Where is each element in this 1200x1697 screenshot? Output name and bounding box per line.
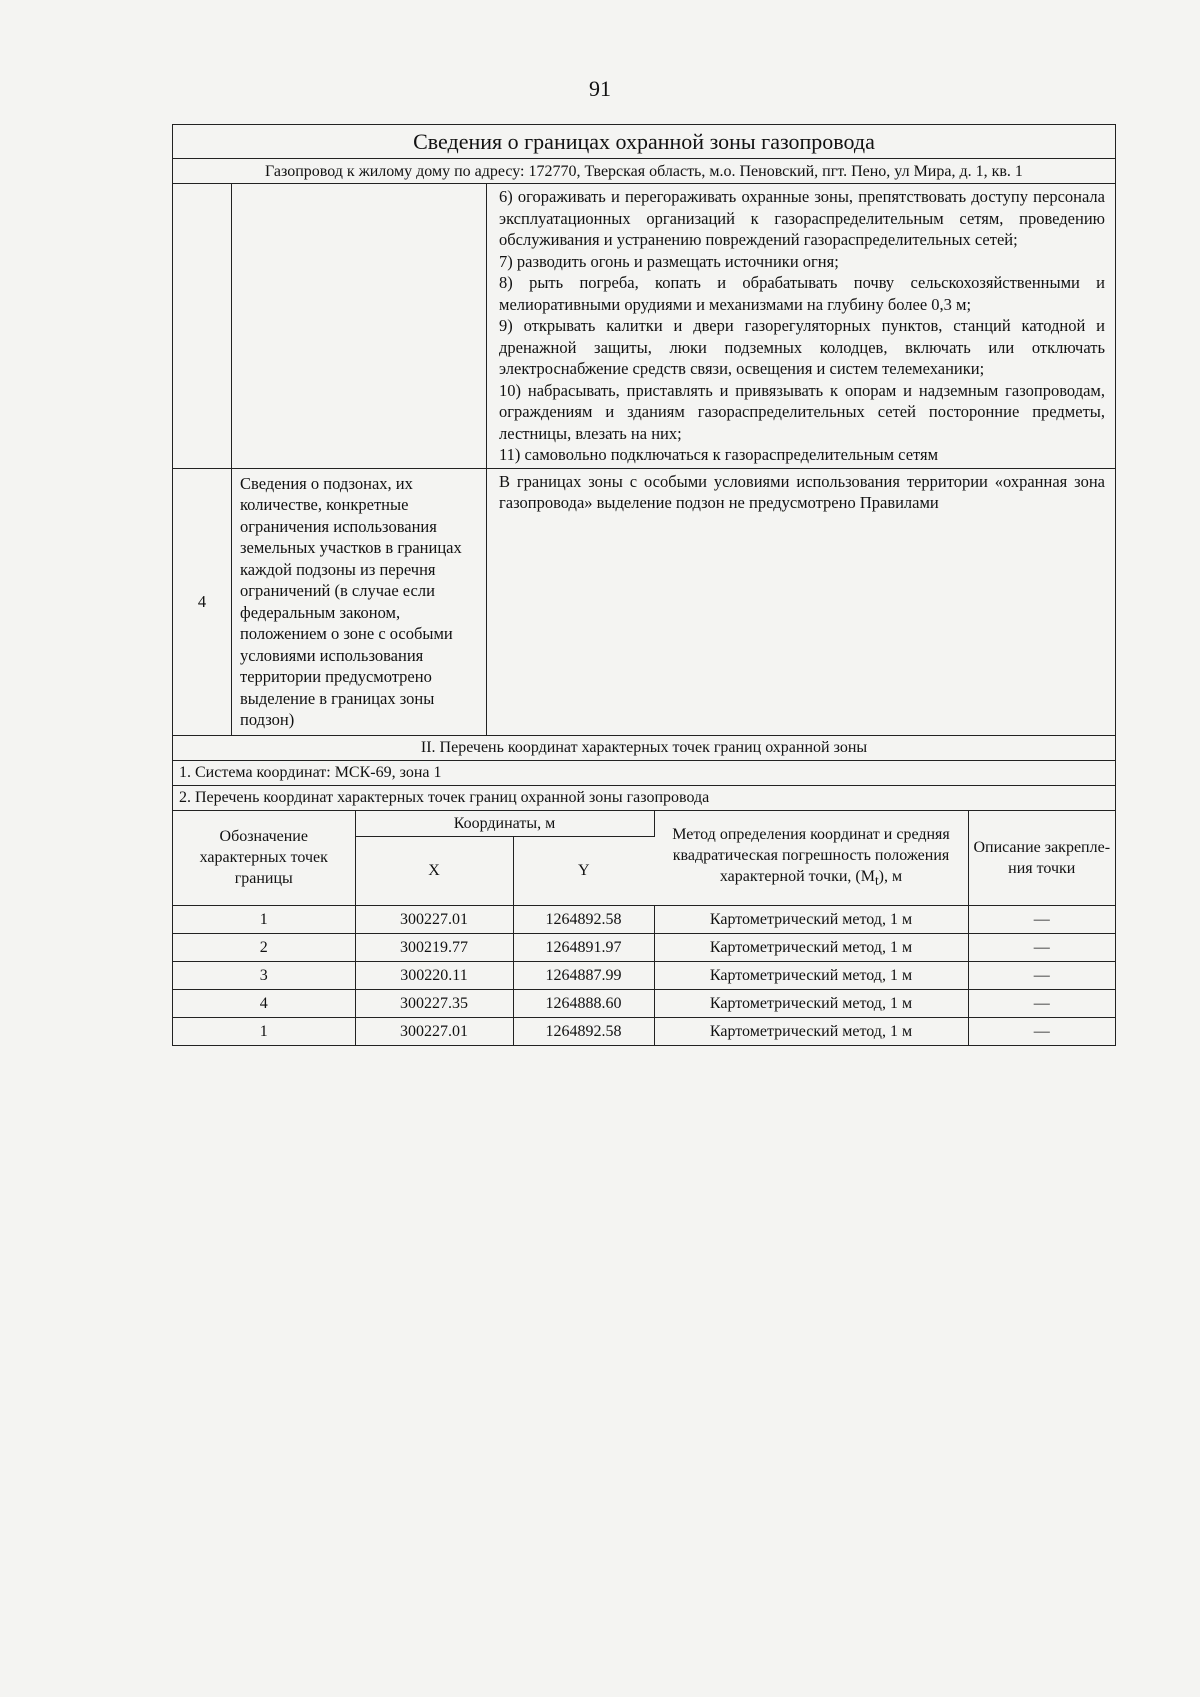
- point-cell: 3: [173, 961, 355, 989]
- description-cell: [968, 905, 1115, 933]
- point-cell: 1: [173, 1017, 355, 1045]
- dash-value: —: [1033, 1022, 1050, 1040]
- y-cell: 1264892.58: [513, 1017, 654, 1045]
- header-coordinates: Координаты, м: [355, 811, 654, 837]
- x-cell: 300220.11: [355, 961, 513, 989]
- coordinate-system: 1. Система координат: МСК-69, зона 1: [173, 761, 1115, 786]
- x-cell: 300227.01: [355, 1017, 513, 1045]
- dash-value: —: [1033, 966, 1050, 984]
- point-cell: 1: [173, 905, 355, 933]
- row-value: В границах зоны с особыми условиями использования территории «охранная зона газопровода» выделение подзон не предусмотрено Правилами: [487, 468, 1116, 735]
- list-item: 10) набрасывать, приставлять и привязывать к опорам и надземным газопроводам, ограждениям и зданиям газораспределительных сетей посторонние предметы, лестницы, влезать на них;: [499, 380, 1105, 443]
- description-cell: [968, 989, 1115, 1017]
- dash-value: —: [1033, 994, 1050, 1012]
- coordinates-table: [173, 811, 1115, 1045]
- y-cell: 1264887.99: [513, 961, 654, 989]
- y-cell: 1264892.58: [513, 905, 654, 933]
- section-title: II. Перечень координат характерных точек границ охранной зоны: [173, 736, 1115, 761]
- header-method-text: Метод определения координат и средняя квадратическая погрешность положения характерной точки, (M: [672, 825, 950, 885]
- list-item: 8) рыть погреба, копать и обрабатывать почву сельскохозяйственными и мелиоративными орудиями и механизмами на глубину более 0,3 м;: [499, 273, 1105, 314]
- x-cell: 300227.35: [355, 989, 513, 1017]
- description-cell: [968, 961, 1115, 989]
- table-row: [173, 989, 1115, 1017]
- row-name: Сведения о подзонах, их количестве, конкретные ограничения использования земельных участков в границах каждой подзоны из перечня ограничений (в случае если федеральным законом, положением о зоне с особыми условиями использования территории предусмотрено выделение в границах зоны подзон): [232, 468, 487, 735]
- method-cell: Картометрический метод, 1 м: [654, 961, 968, 989]
- description-cell: [968, 1017, 1115, 1045]
- row-name-empty: [232, 184, 487, 468]
- method-cell: Картометрический метод, 1 м: [654, 1017, 968, 1045]
- header-y: Y: [513, 836, 654, 905]
- restrictions-table: [173, 184, 1115, 736]
- header-description: Описание закрепле-ния точки: [973, 838, 1111, 877]
- method-cell: Картометрический метод, 1 м: [654, 905, 968, 933]
- dash-value: —: [1033, 938, 1050, 956]
- row-number: 4: [173, 468, 232, 735]
- page-number: 91: [589, 76, 611, 101]
- point-cell: 4: [173, 989, 355, 1017]
- coordinates-table-wrap: [173, 811, 1115, 1045]
- dash-value: —: [1033, 910, 1050, 928]
- method-cell: Картометрический метод, 1 м: [654, 933, 968, 961]
- list-item: 6) огораживать и перегораживать охранные зоны, препятствовать доступу персонала эксплуатационных организаций к газораспределительным сетям, проведению обслуживания и устранению повреждений газораспределительных сетей;: [499, 187, 1105, 249]
- table-row: [173, 933, 1115, 961]
- coordinates-list-title: 2. Перечень координат характерных точек границ охранной зоны газопровода: [173, 786, 1115, 811]
- point-cell: 2: [173, 933, 355, 961]
- y-cell: 1264888.60: [513, 989, 654, 1017]
- list-item: 9) открывать калитки и двери газорегуляторных пунктов, станций катодной и дренажной защиты, люки подземных колодцев, включать или отключать электроснабжение средств связи, освещения и систем телемеханики;: [499, 316, 1105, 378]
- method-cell: Картометрический метод, 1 м: [654, 989, 968, 1017]
- list-item: 7) разводить огонь и размещать источники огня;: [499, 251, 839, 271]
- description-cell: [968, 933, 1115, 961]
- x-cell: 300219.77: [355, 933, 513, 961]
- subzones-row: [173, 468, 1115, 735]
- protection-zone-document: [172, 124, 1116, 1046]
- header-designation: Обозначение характерных точек границы: [173, 811, 355, 906]
- x-cell: 300227.01: [355, 905, 513, 933]
- document-title: Сведения о границах охранной зоны газопровода: [173, 125, 1115, 159]
- list-item: 11) самовольно подключаться к газораспределительным сетям: [499, 445, 939, 464]
- table-row: [173, 905, 1115, 933]
- header-x: X: [355, 836, 513, 905]
- header-method-unit: ), м: [878, 867, 903, 885]
- header-method: [654, 811, 968, 906]
- table-row: [173, 961, 1115, 989]
- table-row: [173, 1017, 1115, 1045]
- restrictions-list: [487, 184, 1116, 468]
- row-number-empty: [173, 184, 232, 468]
- object-address: Газопровод к жилому дому по адресу: 172770, Тверская область, м.о. Пеновский, пгт. Пено, ул Мира, д. 1, кв. 1: [173, 159, 1115, 184]
- continuation-row: [173, 184, 1115, 468]
- header-method-sub: t: [874, 873, 879, 889]
- y-cell: 1264891.97: [513, 933, 654, 961]
